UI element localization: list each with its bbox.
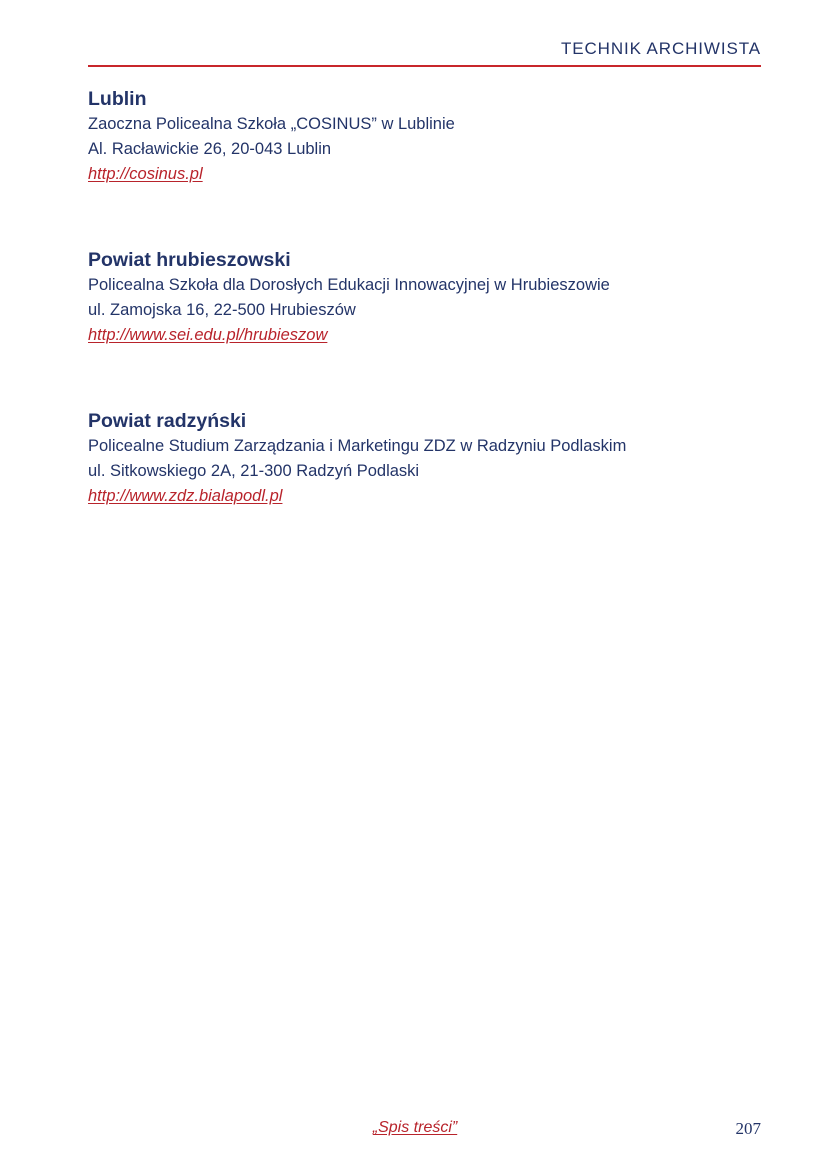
header-title: TECHNIK ARCHIWISTA <box>560 39 761 58</box>
school-name: Policealna Szkoła dla Dorosłych Edukacji Innowacyjnej w Hrubieszowie <box>88 276 610 294</box>
region-heading: Lublin <box>88 88 147 110</box>
school-name: Zaoczna Policealna Szkoła „COSINUS” w Lublinie <box>88 115 455 133</box>
header-divider <box>88 65 761 67</box>
school-website-link[interactable]: http://cosinus.pl <box>88 165 203 183</box>
school-list <box>88 86 761 569</box>
school-address: ul. Sitkowskiego 2A, 21-300 Radzyń Podlaski <box>88 462 420 480</box>
school-entry-lublin <box>88 86 761 187</box>
school-address: Al. Racławickie 26, 20-043 Lublin <box>88 140 332 158</box>
school-name: Policealne Studium Zarządzania i Marketingu ZDZ w Radzyniu Podlaskim <box>88 437 627 455</box>
school-website-link[interactable]: http://www.zdz.bialapodl.pl <box>88 487 283 505</box>
school-website-link[interactable]: http://www.sei.edu.pl/hrubieszow <box>88 326 328 344</box>
school-entry-hrubieszow <box>88 247 761 348</box>
school-address: ul. Zamojska 16, 22-500 Hrubieszów <box>88 301 356 319</box>
footer-toc <box>0 1119 830 1137</box>
page-number: 207 <box>735 1119 761 1138</box>
page-header <box>88 36 761 68</box>
table-of-contents-link[interactable]: „Spis treści” <box>372 1119 458 1136</box>
region-heading: Powiat radzyński <box>88 410 247 432</box>
school-entry-radzyn <box>88 408 761 509</box>
region-heading: Powiat hrubieszowski <box>88 249 291 271</box>
